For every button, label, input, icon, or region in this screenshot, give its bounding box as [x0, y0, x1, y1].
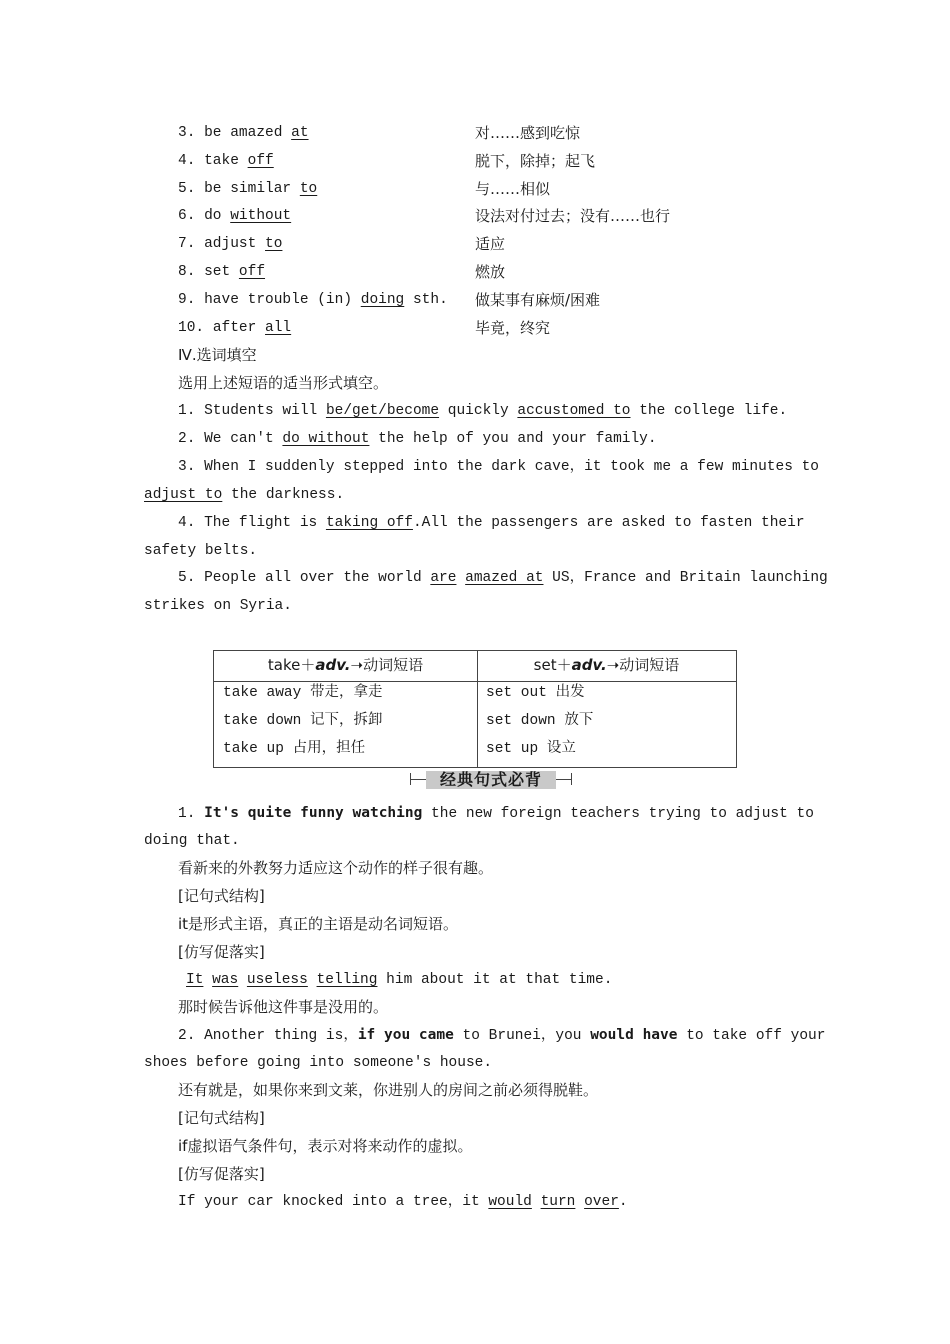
vocab-item — [178, 179, 317, 201]
banner-title: 经典句式必背 — [439, 770, 542, 789]
exercise-item-3: 3. When I suddenly stepped into the dark cave，it took me a few minutes to — [178, 459, 820, 475]
answer-blank: amazed at — [465, 570, 544, 586]
item-number: 4. — [178, 153, 196, 169]
answer-blank: telling — [316, 972, 378, 988]
exercise-item-2: 2. We can't do without the help of you and your family. — [178, 431, 657, 447]
answer-blank: off — [247, 153, 274, 169]
vocab-item — [178, 234, 282, 256]
exercise-item-4-cont: safety belts. — [144, 543, 258, 559]
phrase-text: after — [212, 320, 257, 336]
table-column-set — [477, 651, 736, 767]
vocab-meaning: 做某事有麻烦/困难 — [475, 291, 601, 309]
sentence-2-translation: 还有就是，如果你来到文莱，你进别人的房间之前必须得脱鞋。 — [178, 1081, 599, 1099]
exercise-item-5: 5. People all over the world are amazed at US，France and Britain launching — [178, 570, 828, 586]
item-number: 9. — [178, 292, 196, 308]
table-cell: take up 占用，担任 — [223, 741, 366, 757]
vocab-item — [178, 290, 448, 312]
item-number: 6. — [178, 208, 196, 224]
answer-blank: at — [291, 125, 309, 141]
vocab-item — [178, 123, 309, 145]
phrase-table — [213, 650, 737, 768]
answer-blank: without — [230, 208, 292, 224]
vocab-item — [178, 206, 291, 228]
item-number: 5. — [178, 181, 196, 197]
section-heading: Ⅳ.选词填空 — [178, 346, 257, 364]
structure-note: it是形式主语，真正的主语是动名词短语。 — [178, 915, 459, 933]
table-cell: set up 设立 — [486, 741, 576, 757]
table-cell: take down 记下，拆卸 — [223, 713, 383, 729]
sentence-1-cont: doing that. — [144, 833, 240, 849]
vocab-meaning: 适应 — [475, 235, 506, 253]
phrase-text: sth. — [404, 292, 448, 308]
answer-blank: useless — [246, 972, 308, 988]
table-header-set: set＋adv.➝动词短语 — [477, 651, 736, 682]
phrase-text: have trouble (in) — [204, 292, 353, 308]
vocab-meaning: 毕竟，终究 — [475, 319, 551, 337]
vocab-meaning: 燃放 — [475, 263, 506, 281]
answer-blank: turn — [540, 1194, 576, 1210]
exercise-item-4: 4. The flight is taking off.All the passengers are asked to fasten their — [178, 515, 805, 531]
answer-blank: would — [488, 1194, 532, 1210]
structure-label: [记句式结构] — [178, 1109, 265, 1127]
answer-blank: over — [584, 1194, 619, 1210]
answer-blank: taking off — [325, 515, 413, 531]
vocab-meaning: 脱下，除掉；起飞 — [475, 152, 596, 170]
item-number: 10. — [178, 320, 205, 336]
structure-note: if虚拟语气条件句，表示对将来动作的虚拟。 — [178, 1137, 473, 1155]
answer-blank: be/get/become — [325, 403, 440, 419]
item-number: 8. — [178, 264, 196, 280]
answer-blank: are — [430, 570, 457, 586]
answer-blank: accustomed to — [517, 403, 631, 419]
vocab-meaning: 对……感到吃惊 — [475, 124, 581, 142]
item-number: 3. — [178, 125, 196, 141]
phrase-text: adjust — [204, 236, 266, 252]
practice-label: [仿写促落实] — [178, 1165, 265, 1183]
structure-label: [记句式结构] — [178, 887, 265, 905]
section-banner — [410, 769, 572, 791]
sentence-2-cont: shoes before going into someone's house. — [144, 1055, 493, 1071]
phrase-text: set — [204, 264, 231, 280]
table-cell: take away 带走，拿走 — [223, 685, 383, 701]
answer-blank: It — [186, 972, 204, 988]
table-column-take — [214, 651, 478, 767]
answer-blank: do without — [282, 431, 370, 447]
practice-sentence-2: If your car knocked into a tree，it would turn over. — [178, 1194, 628, 1210]
sentence-1: 1. It's quite funny watching the new foreign teachers trying to adjust to — [178, 805, 814, 822]
item-number: 7. — [178, 236, 196, 252]
vocab-meaning: 与……相似 — [475, 180, 551, 198]
practice-translation: 那时候告诉他这件事是没用的。 — [178, 998, 389, 1016]
table-header-take: take＋adv.➝动词短语 — [214, 651, 477, 682]
section-instruction: 选用上述短语的适当形式填空。 — [178, 374, 389, 392]
table-cell: set down 放下 — [486, 713, 594, 729]
exercise-item-3-cont: adjust to the darkness. — [144, 487, 345, 503]
phrase-text: be similar — [204, 181, 292, 197]
answer-blank: was — [212, 972, 239, 988]
answer-blank: adjust to — [144, 487, 223, 503]
vocab-item — [178, 151, 274, 173]
sentence-1-translation: 看新来的外教努力适应这个动作的样子很有趣。 — [178, 859, 494, 877]
vocab-item — [178, 262, 265, 284]
table-cell: set out 出发 — [486, 685, 585, 701]
practice-label: [仿写促落实] — [178, 943, 265, 961]
answer-blank: doing — [360, 292, 405, 308]
practice-sentence-1: It was useless telling him about it at that time. — [186, 972, 613, 988]
answer-blank: to — [265, 236, 283, 252]
phrase-text: be amazed — [204, 125, 283, 141]
phrase-text: take — [204, 153, 239, 169]
phrase-text: do — [204, 208, 222, 224]
sentence-2: 2. Another thing is，if you came to Brunei，you would have to take off your — [178, 1027, 826, 1044]
exercise-item-1: 1. Students will be/get/become quickly accustomed to the college life. — [178, 403, 788, 419]
answer-blank: to — [299, 181, 318, 197]
vocab-meaning: 设法对付过去；没有……也行 — [475, 207, 671, 225]
exercise-item-5-cont: strikes on Syria. — [144, 598, 292, 614]
vocab-item — [178, 318, 291, 340]
answer-blank: off — [238, 264, 266, 280]
answer-blank: all — [265, 320, 292, 336]
